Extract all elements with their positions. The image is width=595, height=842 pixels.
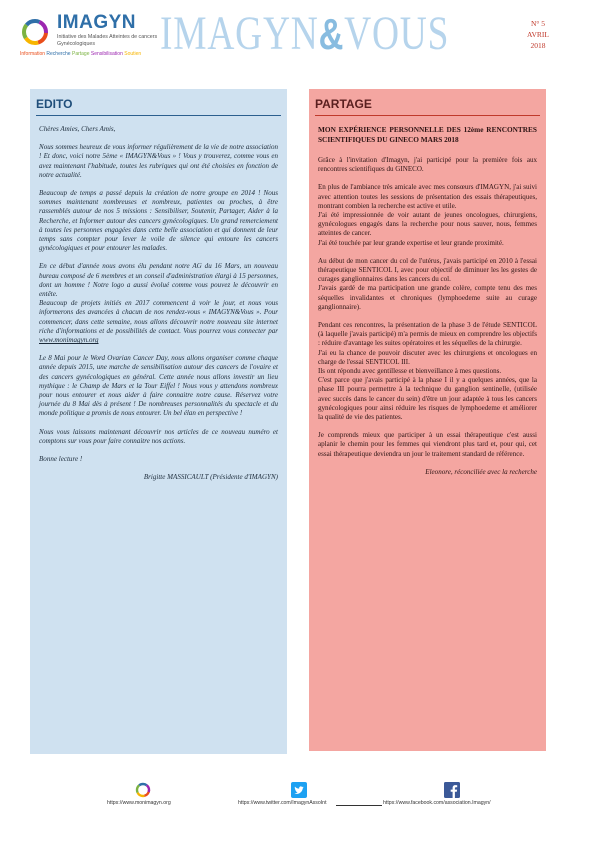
logo-wordmark: IMAGYN — [57, 12, 136, 33]
edito-body — [39, 125, 278, 492]
logo-tagline — [20, 51, 141, 57]
partage-panel — [309, 89, 546, 751]
tagline-word: Partage — [71, 51, 90, 57]
twitter-url[interactable]: https://www.twitter.com/ImagynAssoInt — [238, 800, 327, 806]
partage-paragraph: C'est parce que j'avais participé à la phase I il y a quelques années, que la phase III pourra permettre à la technique du ganglion sentinelle, (utilisée avec succès dans le cancer du sein) d'être un jour adaptée à tous les cancers gynécologiques pour ainsi réduire les risques de lymphoedeme et améliorer la qualité de vie des patientes. — [318, 376, 537, 422]
article-title: MON EXPÉRIENCE PERSONNELLE DES 12ème RENCONTRES SCIENTIFIQUES DU GINECO MARS 2018 — [318, 125, 537, 144]
tagline-word: Information — [20, 51, 46, 57]
issue-number: N° 5 — [530, 19, 546, 28]
partage-paragraph: Grâce à l'invitation d'Imagyn, j'ai participé pour la première fois aux rencontres scientifiques du GINECO. — [318, 156, 537, 174]
edito-paragraph: En ce début d'année nous avons élu pendant notre AG du 16 Mars, un nouveau bureau composé de 6 membres et un conseil d'administration élargi à 15 personnes, dont un homme ! Notre logo a aussi évolué comme vous pouvez le découvrir en entête. — [39, 262, 278, 299]
partage-paragraph: J'ai été impressionnée de voir autant de jeunes oncologues, chirurgiens, gynécologues engagés dans la recherche pour nous sauver, nous, femmes atteintes de cancer. — [318, 211, 537, 238]
edito-closing: Bonne lecture ! — [39, 455, 83, 464]
tagline-word: Soutien — [124, 51, 142, 57]
masthead-ampersand: & — [318, 10, 345, 59]
edito-salutation: Chères Amies, Chers Amis, — [39, 125, 116, 133]
edito-paragraph: Beaucoup de temps a passé depuis la création de notre groupe en 2014 ! Nous sommes maintenant nombreuses et nombreux, patientes ou proches, à être rassemblés autour de nos 5 missions : Sensibiliser, Soutenir, Partager, Aider à la Recherche, et Informer autour des cancers gynécologiques. Un grand remerciement à toutes les personnes engagées dans cette belle association et qui donnent de leur temps sans compter pour lever le voile de silence qui entoure les cancers gynécologiques et pour entourer les malades. — [39, 189, 278, 253]
imagyn-logo-icon — [20, 17, 50, 47]
tagline-word: Recherche — [46, 51, 71, 57]
partage-paragraph: J'avais gardé de ma participation une grande colère, compte tenu des mes séquelles invalidantes et chroniques (lymphoedeme suite au curage ganglionnaire). — [318, 284, 537, 311]
edito-heading: EDITO — [36, 93, 281, 116]
edito-paragraph-text: Beaucoup de projets initiés en 2017 commencent à voir le jour, et nous vous informerons des avancées à chacun de nos rendez-vous « IMAGYN&Vous ». Pour commencer, dans cette semaine, nous allons découvrir notre nouveau site internet riche d'informations et de possibilités de contact. Vous pourrez vous connecter par — [39, 299, 278, 335]
logo-subtitle: Initiative des Malades Atteintes de cancers Gynécologiques — [57, 34, 158, 47]
newsletter-masthead — [160, 6, 449, 61]
issue-year: 2018 — [530, 41, 546, 50]
tagline-word: Sensibilisation — [90, 51, 123, 57]
partage-paragraph: En plus de l'ambiance très amicale avec mes consœurs d'IMAGYN, j'ai suivi avec attention toutes les sessions de présentation des essais thérapeutiques, montrant combien la recherche est active et utile. — [318, 183, 537, 210]
site-url[interactable]: https://www.monimagyn.org — [107, 800, 171, 806]
partage-paragraph: Au début de mon cancer du col de l'utérus, j'avais participé en 2010 à l'essai thérapeutique SENTICOL I, avec pour objectif de diminuer les les gestes de curages ganglionnaires dans les cancers du col. — [318, 256, 537, 284]
partage-heading: PARTAGE — [315, 93, 540, 116]
edito-panel — [30, 89, 287, 754]
partage-paragraph: Ils ont répondu avec gentillesse et bienveillance à mes questions. — [318, 367, 502, 376]
partage-signature: Eleonore, réconciliée avec la recherche — [425, 467, 537, 476]
edito-paragraph: Nous vous laissons maintenant découvrir nos articles de ce nouveau numéro et comptons sur vous pour faire connaitre nos actions. — [39, 427, 278, 445]
edito-paragraph: Le 8 Mai pour le Word Ovarian Cancer Day, nous allons organiser comme chaque année depuis 2015, une marche de sensibilisation autour des cancers de l'ovaire et des cancers gynécologiques en général. Cette année nous allons investir un lieu mythique : le Champ de Mars et la Tour Eiffel ! Nous vous y attendons nombreux pour nous entourer et nous aider à faire connaitre notre cause. Réservez votre journée du 8 Mai dès à présent ! De nombreuses personnalités du spectacle et du monde politique a promis de nous entourer. Un bel élan en perspective ! — [39, 354, 278, 418]
twitter-icon[interactable] — [291, 782, 307, 798]
issue-month: AVRIL — [527, 30, 549, 39]
masthead-left: IMAGYN — [160, 7, 319, 60]
edito-paragraph — [39, 299, 278, 345]
imagyn-logo-icon[interactable] — [135, 782, 151, 798]
footer-divider — [336, 805, 382, 806]
facebook-icon[interactable] — [444, 782, 460, 798]
partage-paragraph: Je comprends mieux que participer à un essai thérapeutique c'est aussi aplanir le chemin pour les femmes qui viendront plus tard et, pour qui, cet essai thérapeutique deviendra un jour le traitement standard de référence. — [318, 431, 537, 458]
edito-paragraph: Nous sommes heureux de vous informer régulièrement de la vie de notre association ! Et donc, voici notre 5ème « IMAGYN&Vous » ! Vous y trouverez, comme vous en avez maintenant l'habitude, toutes les rubriques qui ont été choisies en fonction de notre actualité. — [39, 143, 278, 179]
masthead-right: VOUS — [344, 7, 450, 60]
partage-body — [318, 125, 537, 486]
site-link[interactable]: www.monimagyn.org — [39, 336, 99, 345]
facebook-url[interactable]: https://www.facebook.com/association.Imagyn/ — [383, 800, 491, 806]
edito-signature: Brigitte MASSICAULT (Présidente d'IMAGYN) — [143, 473, 278, 482]
issue-info — [510, 18, 566, 51]
partage-paragraph: J'ai eu la chance de pouvoir discuter avec les chirurgiens et oncologues en charge de l'essai SENTICOL III. — [318, 348, 537, 366]
partage-paragraph: J'ai été touchée par leur grande expertise et leur grande proximité. — [318, 238, 504, 247]
partage-paragraph: Pendant ces rencontres, la présentation de la phase 3 de l'étude SENTICOL (à laquelle j'avais participé) m'a permis de mieux en comprendre les objectifs : réduire d'avantage les suites opératoires et les séquelles de la chirurgie. — [318, 321, 537, 348]
